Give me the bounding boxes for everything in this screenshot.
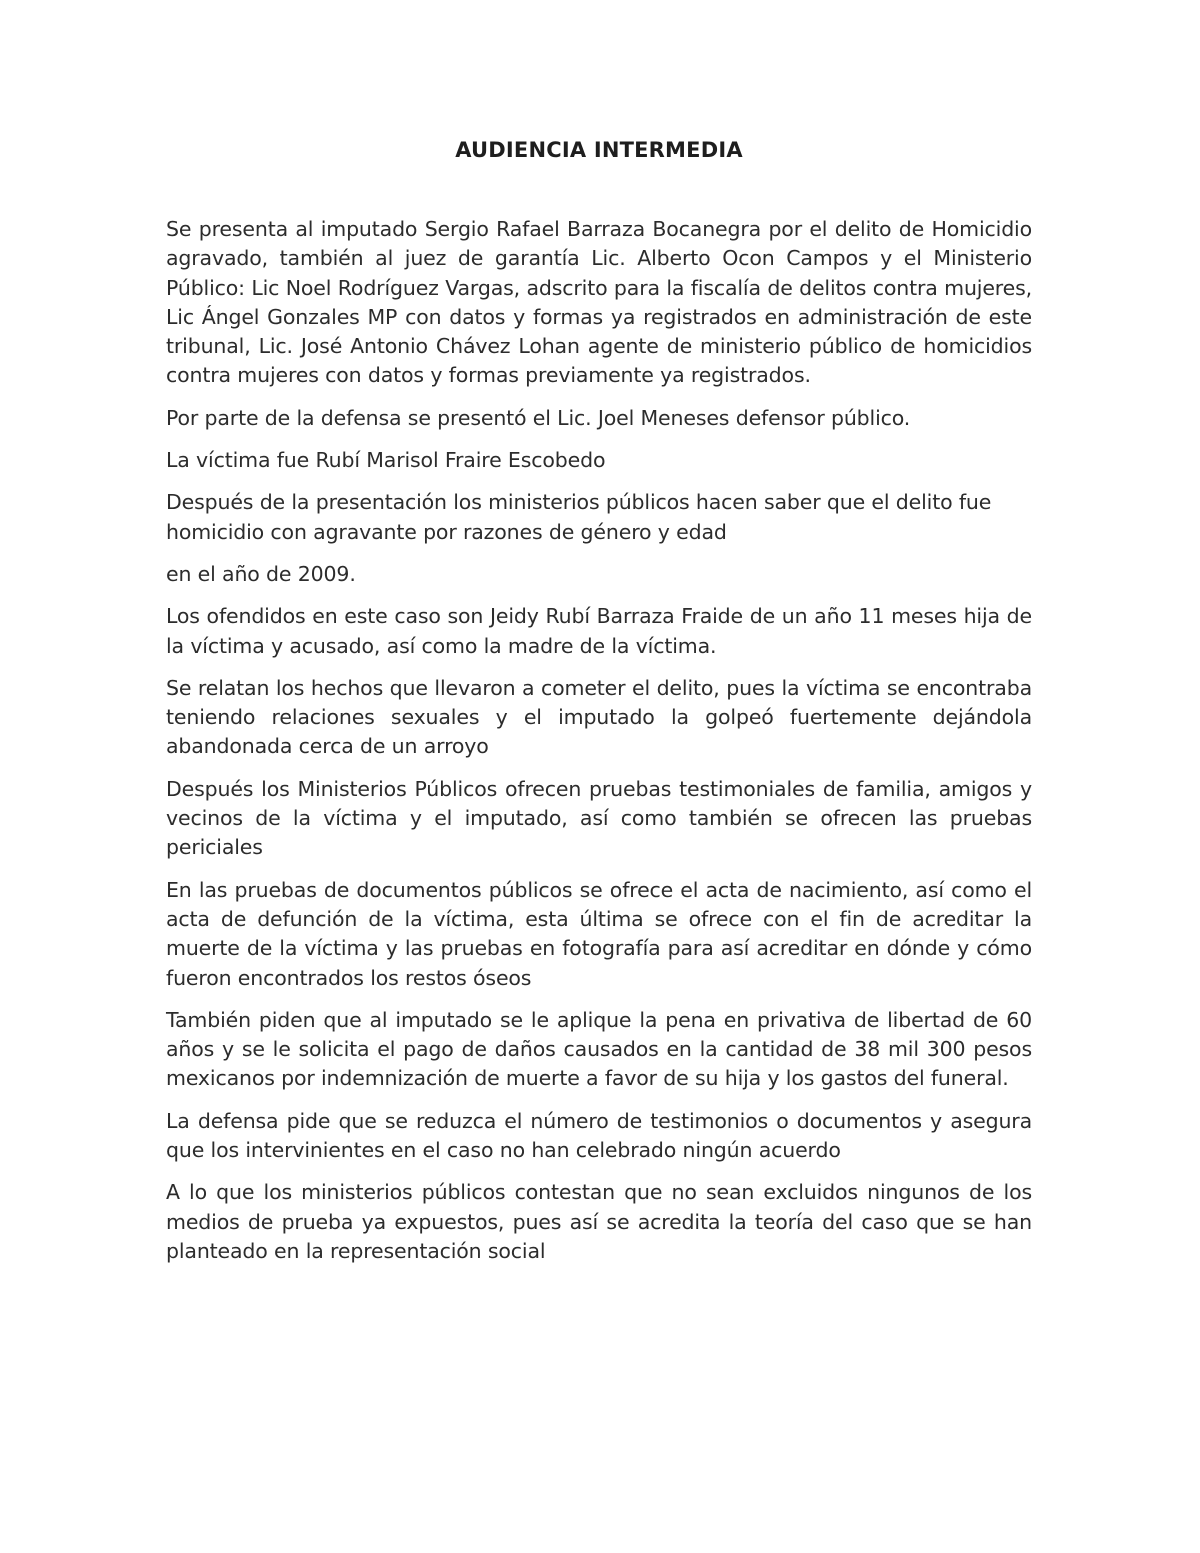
- paragraph-crime: Después de la presentación los ministerios públicos hacen saber que el delito fue homicidio con agravante por razones de género y edad: [166, 490, 992, 544]
- paragraph-offended: Los ofendidos en este caso son Jeidy Rubí Barraza Fraide de un año 11 meses hija de la víctima y acusado, así como la madre de la víctima.: [166, 604, 1032, 658]
- paragraph-victim: La víctima fue Rubí Marisol Fraire Escobedo: [166, 448, 606, 473]
- document-body: [166, 138, 1032, 1279]
- paragraph-prosecution-response: A lo que los ministerios públicos contestan que no sean excluidos ningunos de los medios de prueba ya expuestos, pues así se acredita la teoría del caso que se han planteado en la representación social: [166, 1180, 1032, 1263]
- paragraph-sentence-request: También piden que al imputado se le aplique la pena en privativa de libertad de 60 años y se le solicita el pago de daños causados en la cantidad de 38 mil 300 pesos mexicanos por indemnización de muerte a favor de su hija y los gastos del funeral.: [166, 1007, 1032, 1091]
- paragraph-defense-request: La defensa pide que se reduzca el número de testimonios o documentos y asegura que los intervinientes en el caso no han celebrado ningún acuerdo: [166, 1108, 1032, 1163]
- paragraph-testimonial-evidence: Después los Ministerios Públicos ofrecen pruebas testimoniales de familia, amigos y vecinos de la víctima y el imputado, así como también se ofrecen las pruebas periciales: [166, 776, 1032, 860]
- paragraph-defense: Por parte de la defensa se presentó el Lic. Joel Meneses defensor público.: [166, 405, 911, 430]
- paragraph-documentary-evidence: En las pruebas de documentos públicos se ofrece el acta de nacimiento, así como el acta de defunción de la víctima, esta última se ofrece con el fin de acreditar la muerte de la víctima y las pruebas en fotografía para así acreditar en dónde y cómo fueron encontrados los restos óseos: [166, 877, 1032, 990]
- paragraph-presentation: Se presenta al imputado Sergio Rafael Barraza Bocanegra por el delito de Homicidio agravado, también al juez de garantía Lic. Alberto Ocon Campos y el Ministerio Público: Lic Noel Rodríguez Vargas, adscrito para la fiscalía de delitos contra mujeres, Lic Ángel Gonzales MP con datos y formas ya registrados en administración de este tribunal, Lic. José Antonio Chávez Lohan agente de ministerio público de homicidios contra mujeres con datos y formas previamente ya registrados.: [166, 217, 1032, 388]
- document-title: AUDIENCIA INTERMEDIA: [455, 138, 743, 162]
- paragraph-year: en el año de 2009.: [166, 561, 356, 586]
- paragraph-facts: Se relatan los hechos que llevaron a cometer el delito, pues la víctima se encontraba teniendo relaciones sexuales y el imputado la golpeó fuertemente dejándola abandonada cerca de un arroyo: [166, 675, 1032, 759]
